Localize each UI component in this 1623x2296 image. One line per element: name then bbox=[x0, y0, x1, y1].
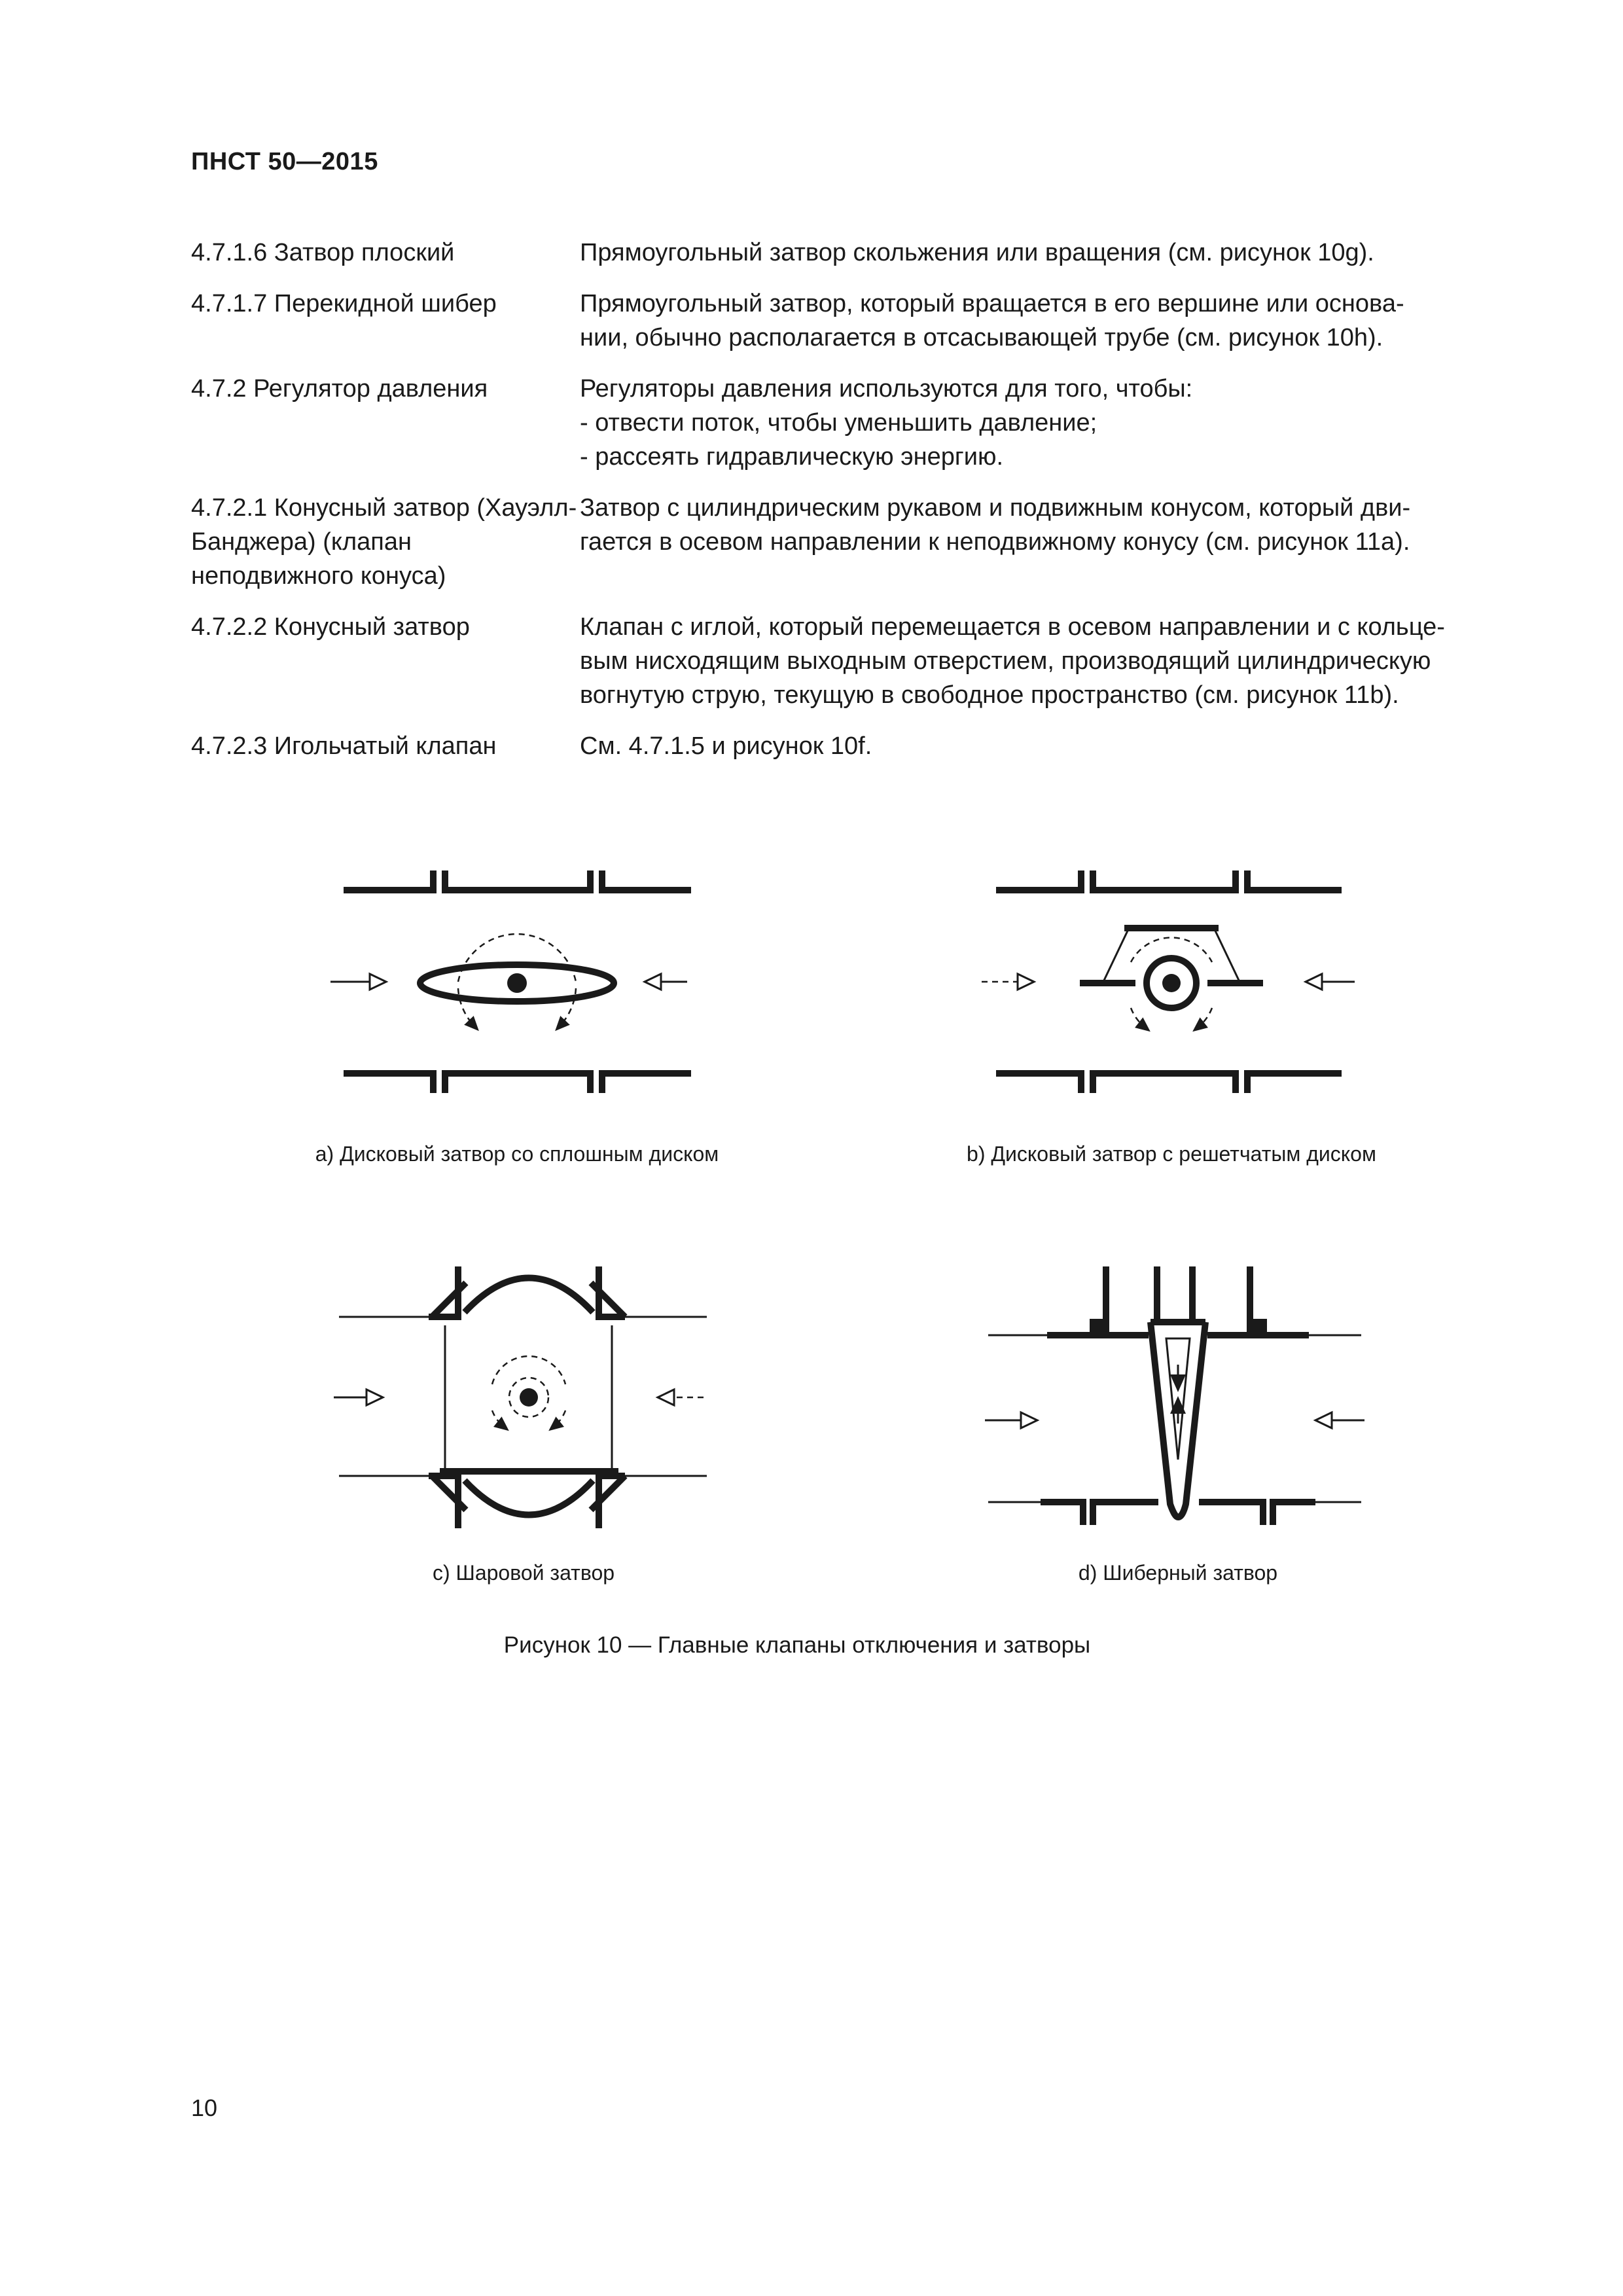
definition-term: 4.7.1.6 Затвор плоский bbox=[191, 239, 455, 266]
desc-line: - рассеять гидравлическую энергию. bbox=[580, 443, 1004, 471]
desc-line: Затвор с цилиндрическим рукавом и подвижным конусом, который дви- bbox=[580, 494, 1411, 522]
definition-desc bbox=[580, 610, 1495, 712]
definition-term: 4.7.2.3 Игольчатый клапан bbox=[191, 732, 497, 760]
definition-term: 4.7.2.1 Конусный затвор (Хауэлл-Банджера) (клапан неподвижного конуса) bbox=[191, 494, 577, 590]
desc-line: Регуляторы давления используются для того, чтобы: bbox=[580, 375, 1193, 403]
desc-line: вогнутую струю, текущую в свободное пространство (см. рисунок 11b). bbox=[580, 681, 1399, 709]
definition-row bbox=[191, 491, 1495, 593]
desc-line: Прямоугольный затвор скольжения или вращения (см. рисунок 10g). bbox=[580, 239, 1374, 266]
panel-d-caption: d) Шиберный затвор bbox=[1078, 1561, 1278, 1585]
desc-line: См. 4.7.1.5 и рисунок 10f. bbox=[580, 732, 872, 760]
definition-row bbox=[191, 729, 1495, 763]
figure-caption: Рисунок 10 — Главные клапаны отключения и затворы bbox=[503, 1632, 1091, 1658]
desc-line: вым нисходящим выходным отверстием, производящий цилиндрическую bbox=[580, 647, 1431, 675]
desc-line: Клапан с иглой, который перемещается в осевом направлении и с кольце- bbox=[580, 613, 1445, 641]
ball-valve-icon bbox=[334, 1266, 707, 1528]
definition-row bbox=[191, 372, 1495, 474]
definition-row bbox=[191, 610, 1495, 712]
disc-valve-lattice-icon bbox=[982, 870, 1355, 1093]
desc-line: Прямоугольный затвор, который вращается в его вершине или основа- bbox=[580, 290, 1404, 317]
definition-desc bbox=[580, 729, 1495, 763]
disc-valve-solid-icon bbox=[330, 870, 691, 1093]
definition-term: 4.7.2.2 Конусный затвор bbox=[191, 613, 470, 641]
definition-term: 4.7.1.7 Перекидной шибер bbox=[191, 290, 497, 317]
page-number: 10 bbox=[191, 2094, 218, 2121]
desc-line: нии, обычно располагается в отсасывающей трубе (см. рисунок 10h). bbox=[580, 324, 1383, 351]
panel-a-caption: а) Дисковый затвор со сплошным диском bbox=[315, 1142, 719, 1166]
definitions-list bbox=[191, 236, 1495, 780]
slide-gate-icon bbox=[985, 1266, 1364, 1525]
definition-desc bbox=[580, 236, 1495, 270]
definition-row bbox=[191, 236, 1495, 270]
desc-line: гается в осевом направлении к неподвижному конусу (см. рисунок 11а). bbox=[580, 528, 1410, 556]
definition-row bbox=[191, 287, 1495, 355]
document-header: ПНСТ 50—2015 bbox=[191, 148, 378, 175]
definition-desc bbox=[580, 491, 1495, 593]
definition-term: 4.7.2 Регулятор давления bbox=[191, 375, 488, 403]
definition-desc bbox=[580, 287, 1495, 355]
desc-line: - отвести поток, чтобы уменьшить давление; bbox=[580, 409, 1097, 437]
panel-b-caption: b) Дисковый затвор с решетчатым диском bbox=[967, 1142, 1376, 1166]
panel-c-caption: с) Шаровой затвор bbox=[432, 1561, 615, 1585]
definition-desc bbox=[580, 372, 1495, 474]
